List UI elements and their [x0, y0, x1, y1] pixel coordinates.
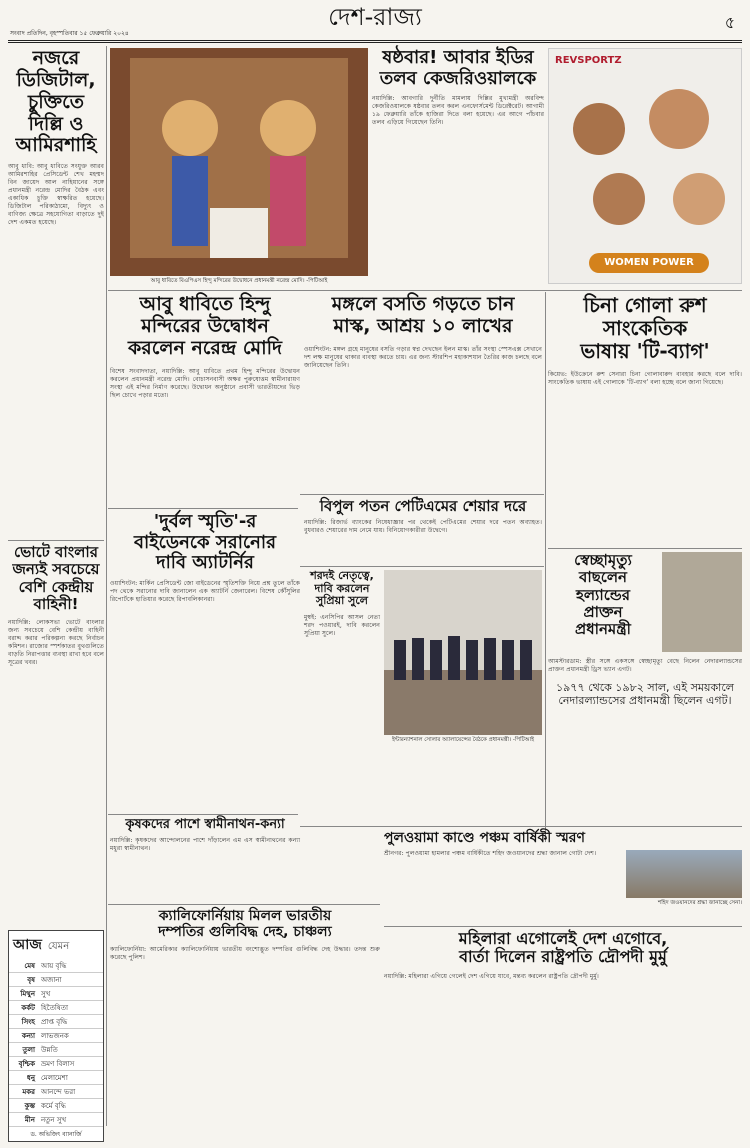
horoscope-sign: কর্কট	[21, 1003, 35, 1012]
left-article-forces	[8, 544, 104, 894]
pulwama-photo	[626, 850, 742, 898]
ad-brand: REVSPORTZ	[555, 55, 622, 66]
horoscope-row	[9, 1113, 103, 1127]
article-headline-1: মঙ্গলে বসতি গড়তে চান	[331, 293, 515, 315]
article-headline: নজরে ডিজিটাল, চুক্তিতে দিল্লি ও আমিরশাহি	[15, 47, 97, 157]
article-headline: কৃষকদের পাশে স্বামীনাথন-কন্যা	[125, 817, 285, 832]
horoscope-row	[9, 1001, 103, 1015]
horoscope-row	[9, 959, 103, 973]
horoscope-sign: বৃষ	[27, 975, 35, 984]
horoscope-text: মেলামেশা	[41, 1073, 68, 1082]
california-article	[110, 908, 380, 1128]
biden-article	[110, 512, 300, 812]
article-headline-2: দাবি করলেন	[314, 581, 370, 595]
divider	[108, 290, 742, 291]
horoscope-row	[9, 1099, 103, 1113]
article-headline-2: মাস্ক, আশ্রয় ১০ লাখের	[333, 314, 513, 337]
masthead	[0, 0, 750, 42]
article-body: নয়াদিল্লি: কৃষকদের আন্দোলনের পাশে দাঁড়ালেন এম এস স্বামীনাথনের কন্যা মধুরা স্বামীনাথন।	[110, 836, 300, 852]
horoscope-text: আনন্দে ভরা	[41, 1087, 76, 1096]
article-headline-2: সাংকেতিক	[602, 316, 688, 340]
divider	[300, 566, 544, 567]
horoscope-sign: কন্যা	[21, 1031, 35, 1040]
horoscope-sign: ধনু	[26, 1073, 35, 1082]
article-headline-1: আবু ধাবিতে হিন্দু	[139, 293, 271, 315]
page-number: ৫	[724, 13, 736, 32]
article-headline-1: চিনা গোলা রুশ	[583, 293, 707, 317]
horoscope-title-b: যেমন	[47, 941, 70, 952]
horoscope-text: সুখ	[41, 989, 51, 998]
horoscope-text: ভ্রমণ বিলাস	[41, 1059, 75, 1068]
article-body: কিয়েভ: ইউক্রেনে রুশ সেনারা চিনা গোলাবারুদ ব্যবহার করছে বলে দাবি। সাংকেতিক ভাষায় এই গোলাকে 'টি-ব্যাগ' বলা হচ্ছে বলে জানা গিয়েছে।	[548, 371, 742, 386]
article-headline-3: ভাষায় 'টি-ব্যাগ'	[580, 339, 710, 363]
netherlands-photo	[662, 552, 742, 652]
masthead-rule	[8, 40, 742, 41]
divider	[300, 494, 544, 495]
article-headline-3: দাবি অ্যাটর্নির	[156, 552, 254, 574]
article-body: নয়াদিল্লি: মহিলারা এগিয়ে গেলেই দেশ এগিয়ে যাবে, মন্তব্য করলেন রাষ্ট্রপতি দ্রৌপদী মুর্মু।	[384, 972, 599, 980]
horoscope-sign: মীন	[24, 1115, 35, 1124]
article-body: আবু ধাবি: আবু ধাবিতে সংযুক্ত আরব আমিরশাহির প্রেসিডেন্ট শেখ মহম্মদ বিন জায়েদ আল নাহিয়ানের সঙ্গে প্রধানমন্ত্রী নরেন্দ্র মোদির বৈঠক এবং একাধিক চুক্তি স্বাক্ষরিত হয়েছে। ডিজিটাল পরিকাঠামো, বিদ্যুৎ ও বাণিজ্য ক্ষেত্রে সহযোগিতা বাড়াতে দুই দেশ একমত হয়েছে।	[8, 163, 104, 227]
article-headline-1: 'দুর্বল স্মৃতি'-র	[153, 511, 257, 532]
paytm-article	[304, 498, 542, 562]
horoscope-row	[9, 1085, 103, 1099]
horoscope-sign: কুম্ভ	[24, 1101, 35, 1110]
tbag-article	[548, 294, 742, 544]
divider	[548, 548, 742, 549]
article-headline: বিপুল পতন পেটিএমের শেয়ার দরে	[319, 497, 527, 515]
temple-photo-illustration	[110, 48, 368, 276]
horoscope-text: হিতৈষিতা	[41, 1003, 69, 1012]
horoscope-sign: বৃশ্চিক	[18, 1059, 35, 1068]
horoscope-list	[9, 959, 103, 1127]
temple-article	[110, 294, 300, 494]
article-body: ওয়াশিংটন: মার্কিন প্রেসিডেন্ট জো বাইডেনের স্মৃতিশক্তি নিয়ে প্রশ্ন তুলে তাঁকে পদ থেকে সরানোর দাবি জানালেন এক অ্যাটর্নি জেনারেল। বিশেষ কৌঁসুলির রিপোর্টকে হাতিয়ার করেছে রিপাবলিকানরা।	[110, 580, 300, 604]
article-headline-3: সুপ্রিয়া সুলে	[315, 594, 368, 608]
divider	[300, 826, 742, 827]
article-headline-3: করলেন নরেন্দ্র মোদি	[127, 336, 283, 359]
photo-caption: শহিদ জওয়ানদের শ্রদ্ধা জানাচ্ছে সেনা।	[658, 900, 742, 907]
article-body: আমস্টারডাম: স্ত্রীর সঙ্গে একসঙ্গে স্বেচ্ছামৃত্যু বেছে নিলেন নেদারল্যান্ডসের প্রাক্তন প্রধানমন্ত্রী ড্রিস ভ্যান এগট।	[548, 658, 742, 673]
article-headline-2: বাইডেনকে সরানোর	[133, 531, 277, 553]
musk-article	[304, 294, 542, 494]
horoscope-sign: সিংহ	[21, 1017, 35, 1026]
article-body: শ্রীনগর: পুলওয়ামা হামলার পঞ্চম বার্ষিকীতে শহিদ জওয়ানদের শ্রদ্ধা জানাল গোটা দেশ।	[384, 850, 597, 858]
horoscope-text: আয় বৃদ্ধি	[41, 961, 67, 970]
horoscope-row	[9, 1043, 103, 1057]
article-headline-5: প্রধানমন্ত্রী	[575, 620, 631, 638]
horoscope-text: অজানা	[41, 975, 62, 984]
horoscope-sign: মকর	[22, 1087, 35, 1096]
kejriwal-article	[372, 48, 544, 288]
murmu-article	[384, 930, 742, 1130]
section-title: দেশ-রাজ্য	[328, 3, 422, 31]
horoscope-text: উন্নতি	[41, 1045, 58, 1054]
masthead-date: সংবাদ প্রতিদিন, বৃহস্পতিবার ১৫ ফেব্রুয়ারি ২০২৪	[10, 30, 129, 37]
horoscope-title: আজ	[13, 937, 42, 953]
article-highlight: ১৯৭৭ থেকে ১৯৮২ সাল, এই সময়কালে নেদারল্যান্ডসের প্রধানমন্ত্রী ছিলেন এগট।	[556, 681, 734, 707]
masthead-rule-2	[8, 42, 742, 43]
article-body: বিশেষ সংবাদদাতা, নয়াদিল্লি: আবু ধাবিতে প্রথম হিন্দু মন্দিরের উদ্বোধন করলেন প্রধানমন্ত্রী নরেন্দ্র মোদি। বোচাসনবাসী অক্ষর পুরুষোত্তম স্বামীনারায়ণ সংস্থা এই মন্দির নির্মাণ করেছে। উদ্বোধন অনুষ্ঠানে প্রবাসী ভারতীয়দের ভিড় ছিল চোখে পড়ার মতো।	[110, 367, 300, 399]
divider	[8, 540, 104, 541]
divider	[108, 904, 380, 905]
ad-headline: WOMEN POWER	[589, 253, 709, 273]
article-headline-1: স্বেচ্ছামৃত্যু	[574, 551, 632, 569]
article-body: ওয়াশিংটন: মঙ্গল গ্রহে মানুষের বসতি গড়ার স্বপ্ন দেখছেন ইলন মাস্ক। তাঁর সংস্থা স্পেসএক্স সেখানে দশ লক্ষ মানুষের থাকার ব্যবস্থা করতে চায়। এর জন্য স্টারশিপ মহাকাশযান তৈরির কাজ চলছে বলে জানিয়েছেন তিনি।	[304, 345, 542, 369]
advertisement[interactable]	[548, 48, 742, 284]
article-headline: ভোটে বাংলার জন্যই সবচেয়ে বেশি কেন্দ্রীয় বাহিনী!	[12, 543, 100, 613]
divider	[108, 508, 298, 509]
article-headline-2: মন্দিরের উদ্বোধন	[141, 314, 269, 337]
horoscope-row	[9, 973, 103, 987]
ad-photo-illustration	[549, 79, 743, 249]
article-headline-4: প্রাক্তন	[583, 602, 623, 621]
horoscope-sign: তুলা	[22, 1045, 35, 1054]
swaminathan-article	[110, 818, 300, 904]
article-headline-1: শরদই নেতৃত্বে,	[310, 569, 374, 582]
photo-caption: ইন্টারন্যাশনাল সোলার অ্যালায়েন্সের বৈঠকে প্রধানমন্ত্রী। -পিটিআই	[392, 737, 534, 743]
horoscope-box	[8, 930, 104, 1142]
horoscope-credit: ড. অভিজিৎ ব্যানার্জি	[30, 1131, 82, 1138]
photo-caption: আবু ধাবিতে বিএপিএস হিন্দু মন্দিরের উদ্বোধনে প্রধানমন্ত্রী নরেন্দ্র মোদি। -পিটিআই	[150, 278, 328, 284]
horoscope-text: লাভজনক	[41, 1031, 69, 1040]
article-headline-2: তলব কেজরিওয়ালকে	[379, 67, 537, 89]
column-divider	[545, 292, 546, 842]
article-body: নয়াদিল্লি: লোকসভা ভোটে বাংলার জন্য সবচেয়ে বেশি কেন্দ্রীয় বাহিনী বরাদ্দ করার পরিকল্পনা করছে নির্বাচন কমিশন। রাজ্যের স্পর্শকাতর বুথগুলিতে বাড়তি নিরাপত্তার ব্যবস্থা রাখা হবে বলে সূত্রের খবর।	[8, 619, 104, 666]
horoscope-text: নতুন সুখ	[41, 1115, 67, 1124]
group-photo-illustration	[384, 570, 542, 735]
supriya-article	[304, 570, 380, 810]
group-photo	[384, 570, 542, 735]
column-divider	[106, 46, 107, 1126]
temple-photo	[110, 48, 368, 276]
article-headline-2: বাছলেন	[579, 568, 627, 587]
divider	[108, 814, 298, 815]
left-article-digital	[8, 48, 104, 538]
article-headline-2: বার্তা দিলেন রাষ্ট্রপতি দ্রৌপদী মুর্মু	[459, 947, 667, 967]
horoscope-row	[9, 1015, 103, 1029]
article-headline-3: হল্যান্ডের	[575, 585, 630, 604]
article-body: নয়াদিল্লি: রিজার্ভ ব্যাংকের নিষেধাজ্ঞার পর থেকেই পেটিএমের শেয়ার দরে পতন অব্যাহত। বুধবারও শেয়ারের দাম নেমে যায়। বিনিয়োগকারীরা উদ্বেগে।	[304, 519, 542, 535]
divider	[384, 926, 742, 927]
horoscope-sign: মেষ	[24, 961, 35, 970]
article-body: মুম্বই: এনসিপির আসল নেতা শরদ পওয়ারই, দাবি করলেন সুপ্রিয়া সুলে।	[304, 613, 380, 637]
article-headline-1: ক্যালিফোর্নিয়ায় মিলল ভারতীয়	[158, 908, 332, 924]
horoscope-row	[9, 1029, 103, 1043]
horoscope-text: কর্মে বৃদ্ধি	[41, 1101, 66, 1110]
article-body: ক্যালিফোর্নিয়া: আমেরিকার ক্যালিফোর্নিয়ায় ভারতীয় বংশোদ্ভূত দম্পতির গুলিবিদ্ধ দেহ উদ্ধার। তদন্ত শুরু করেছে পুলিশ।	[110, 946, 380, 962]
article-headline-2: দম্পতির গুলিবিদ্ধ দেহ, চাঞ্চল্য	[158, 924, 332, 941]
horoscope-text: প্রাপ্ত বৃদ্ধি	[41, 1017, 68, 1026]
article-body: নয়াদিল্লি: আবগারি দুর্নীতি মামলায় দিল্লির মুখ্যমন্ত্রী অরবিন্দ কেজরিওয়ালকে ষষ্ঠবার তলব করল এনফোর্সমেন্ট ডিরেক্টরেট। আগামী ১৯ ফেব্রুয়ারি তাঁকে হাজিরা দিতে বলা হয়েছে। এর আগে পাঁচবার তলব এড়িয়ে গিয়েছেন তিনি।	[372, 95, 544, 127]
pulwama-article	[384, 830, 742, 907]
article-headline-1: মহিলারা এগোলেই দেশ এগোবে,	[458, 929, 668, 948]
horoscope-sign: মিথুন	[20, 989, 35, 998]
horoscope-row	[9, 1071, 103, 1085]
article-headline-1: ষষ্ঠবার! আবার ইডির	[382, 47, 534, 68]
article-headline: পুলওয়ামা কাণ্ডে পঞ্চম বার্ষিকী স্মরণ	[384, 830, 585, 846]
horoscope-row	[9, 987, 103, 1001]
horoscope-row	[9, 1057, 103, 1071]
